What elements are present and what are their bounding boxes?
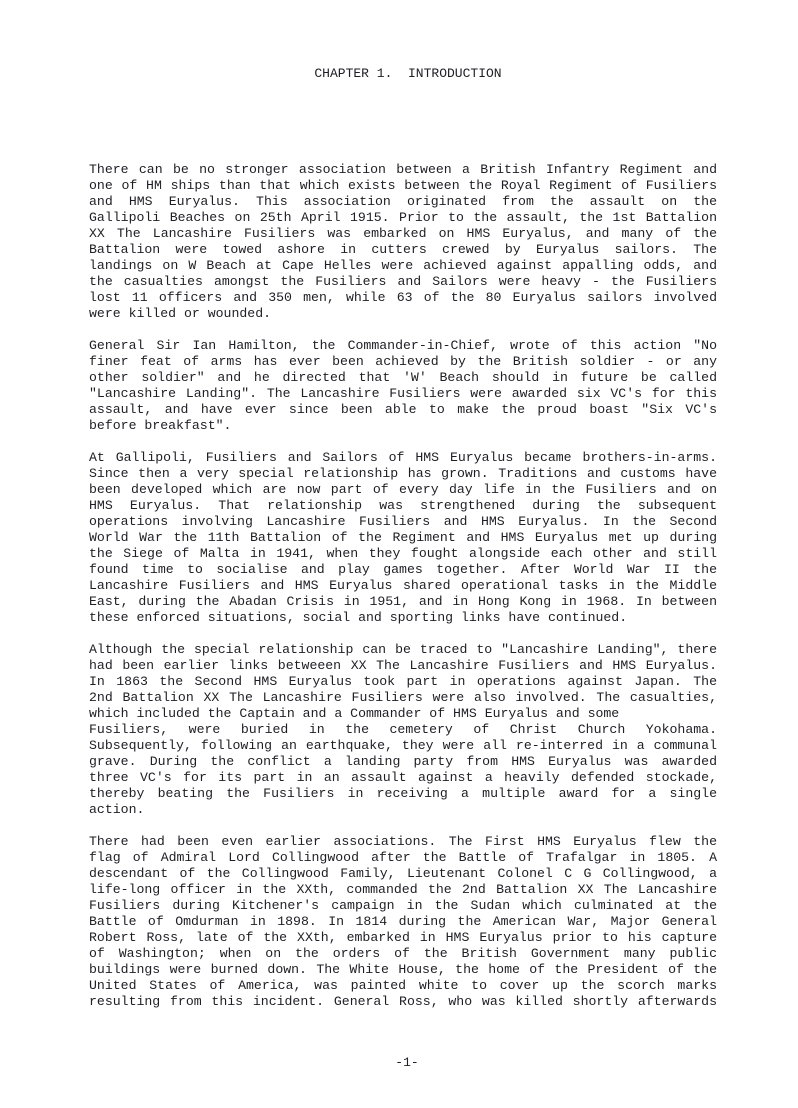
text-line: assault, and have ever since been able to make the proud boast "Six VC's: [89, 402, 717, 417]
chapter-title: CHAPTER 1. INTRODUCTION: [314, 66, 502, 81]
text-line: In 1863 the Second HMS Euryalus took part in operations against Japan. The: [89, 674, 717, 689]
paragraph: [89, 450, 717, 626]
text-line: operations involving Lancashire Fusiliers and HMS Euryalus. In the Second: [89, 514, 717, 529]
text-line: these enforced situations, social and sporting links have continued.: [89, 610, 628, 625]
paragraph: [89, 642, 717, 818]
page-number: -1-: [395, 1055, 419, 1070]
paragraph: [89, 162, 717, 322]
text-line: "Lancashire Landing". The Lancashire Fusiliers were awarded six VC's for this: [89, 386, 717, 401]
text-line: United States of America, was painted white to cover up the scorch marks: [89, 978, 717, 993]
text-line: finer feat of arms has ever been achieved by the British soldier - or any: [89, 354, 717, 369]
text-line: found time to socialise and play games together. After World War II the: [89, 562, 717, 577]
text-line: buildings were burned down. The White House, the home of the President of the: [89, 962, 717, 977]
text-line: of Washington; when on the orders of the British Government many public: [89, 946, 717, 961]
text-line: HMS Euryalus. That relationship was strengthened during the subsequent: [89, 498, 717, 513]
text-line: and HMS Euryalus. This association originated from the assault on the: [89, 194, 717, 209]
text-line: action.: [89, 802, 145, 817]
text-line: the casualties amongst the Fusiliers and Sailors were heavy - the Fusiliers: [89, 274, 717, 289]
text-line: Fusiliers during Kitchener's campaign in the Sudan which culminated at the: [89, 898, 717, 913]
text-line: been developed which are now part of every day life in the Fusiliers and on: [89, 482, 717, 497]
text-line: the Siege of Malta in 1941, when they fought alongside each other and still: [89, 546, 717, 561]
text-line: 2nd Battalion XX The Lancashire Fusiliers were also involved. The casualties,: [89, 690, 717, 705]
text-line: Robert Ross, late of the XXth, embarked in HMS Euryalus prior to his capture: [89, 930, 717, 945]
text-line: life-long officer in the XXth, commanded the 2nd Battalion XX The Lancashire: [89, 882, 717, 897]
text-line: were killed or wounded.: [89, 306, 272, 321]
text-line: Since then a very special relationship has grown. Traditions and customs have: [89, 466, 717, 481]
text-line: lost 11 officers and 350 men, while 63 of the 80 Euryalus sailors involved: [89, 290, 717, 305]
paragraph: [89, 834, 717, 1010]
text-line: General Sir Ian Hamilton, the Commander-in-Chief, wrote of this action "No: [89, 338, 717, 353]
text-line: had been earlier links betweeen XX The Lancashire Fusiliers and HMS Euryalus.: [89, 658, 717, 673]
text-line: XX The Lancashire Fusiliers was embarked on HMS Euryalus, and many of the: [89, 226, 717, 241]
text-line: Battalion were towed ashore in cutters crewed by Euryalus sailors. The: [89, 242, 717, 257]
text-line: East, during the Abadan Crisis in 1951, and in Hong Kong in 1968. In between: [89, 594, 717, 609]
text-line: Subsequently, following an earthquake, they were all re-interred in a communal: [89, 738, 717, 753]
text-line: There had been even earlier associations. The First HMS Euryalus flew the: [89, 834, 717, 849]
text-line: three VC's for its part in an assault against a heavily defended stockade,: [89, 770, 717, 785]
text-line: one of HM ships than that which exists between the Royal Regiment of Fusiliers: [89, 178, 717, 193]
text-line: landings on W Beach at Cape Helles were achieved against appalling odds, and: [89, 258, 717, 273]
text-line: flag of Admiral Lord Collingwood after the Battle of Trafalgar in 1805. A: [89, 850, 717, 865]
text-line: Although the special relationship can be traced to "Lancashire Landing", there: [89, 642, 717, 657]
text-line: grave. During the conflict a landing party from HMS Euryalus was awarded: [89, 754, 717, 769]
text-line: Gallipoli Beaches on 25th April 1915. Prior to the assault, the 1st Battalion: [89, 210, 717, 225]
text-line: At Gallipoli, Fusiliers and Sailors of HMS Euryalus became brothers-in-arms.: [89, 450, 717, 465]
text-line: thereby beating the Fusiliers in receiving a multiple award for a single: [89, 786, 717, 801]
text-line: Fusiliers, were buried in the cemetery of Christ Church Yokohama.: [89, 722, 717, 737]
text-line: other soldier" and he directed that 'W' Beach should in future be called: [89, 370, 717, 385]
text-line: Battle of Omdurman in 1898. In 1814 during the American War, Major General: [89, 914, 717, 929]
document-body: [89, 162, 717, 1026]
text-line: which included the Captain and a Commander of HMS Euryalus and some: [89, 706, 620, 721]
text-line: resulting from this incident. General Ross, who was killed shortly afterwards: [89, 994, 717, 1009]
text-line: Lancashire Fusiliers and HMS Euryalus shared operational tasks in the Middle: [89, 578, 717, 593]
text-line: descendant of the Collingwood Family, Lieutenant Colonel C G Collingwood, a: [89, 866, 717, 881]
paragraph: [89, 338, 717, 434]
text-line: World War the 11th Battalion of the Regiment and HMS Euryalus met up during: [89, 530, 717, 545]
text-line: before breakfast".: [89, 418, 232, 433]
text-line: There can be no stronger association between a British Infantry Regiment and: [89, 162, 717, 177]
